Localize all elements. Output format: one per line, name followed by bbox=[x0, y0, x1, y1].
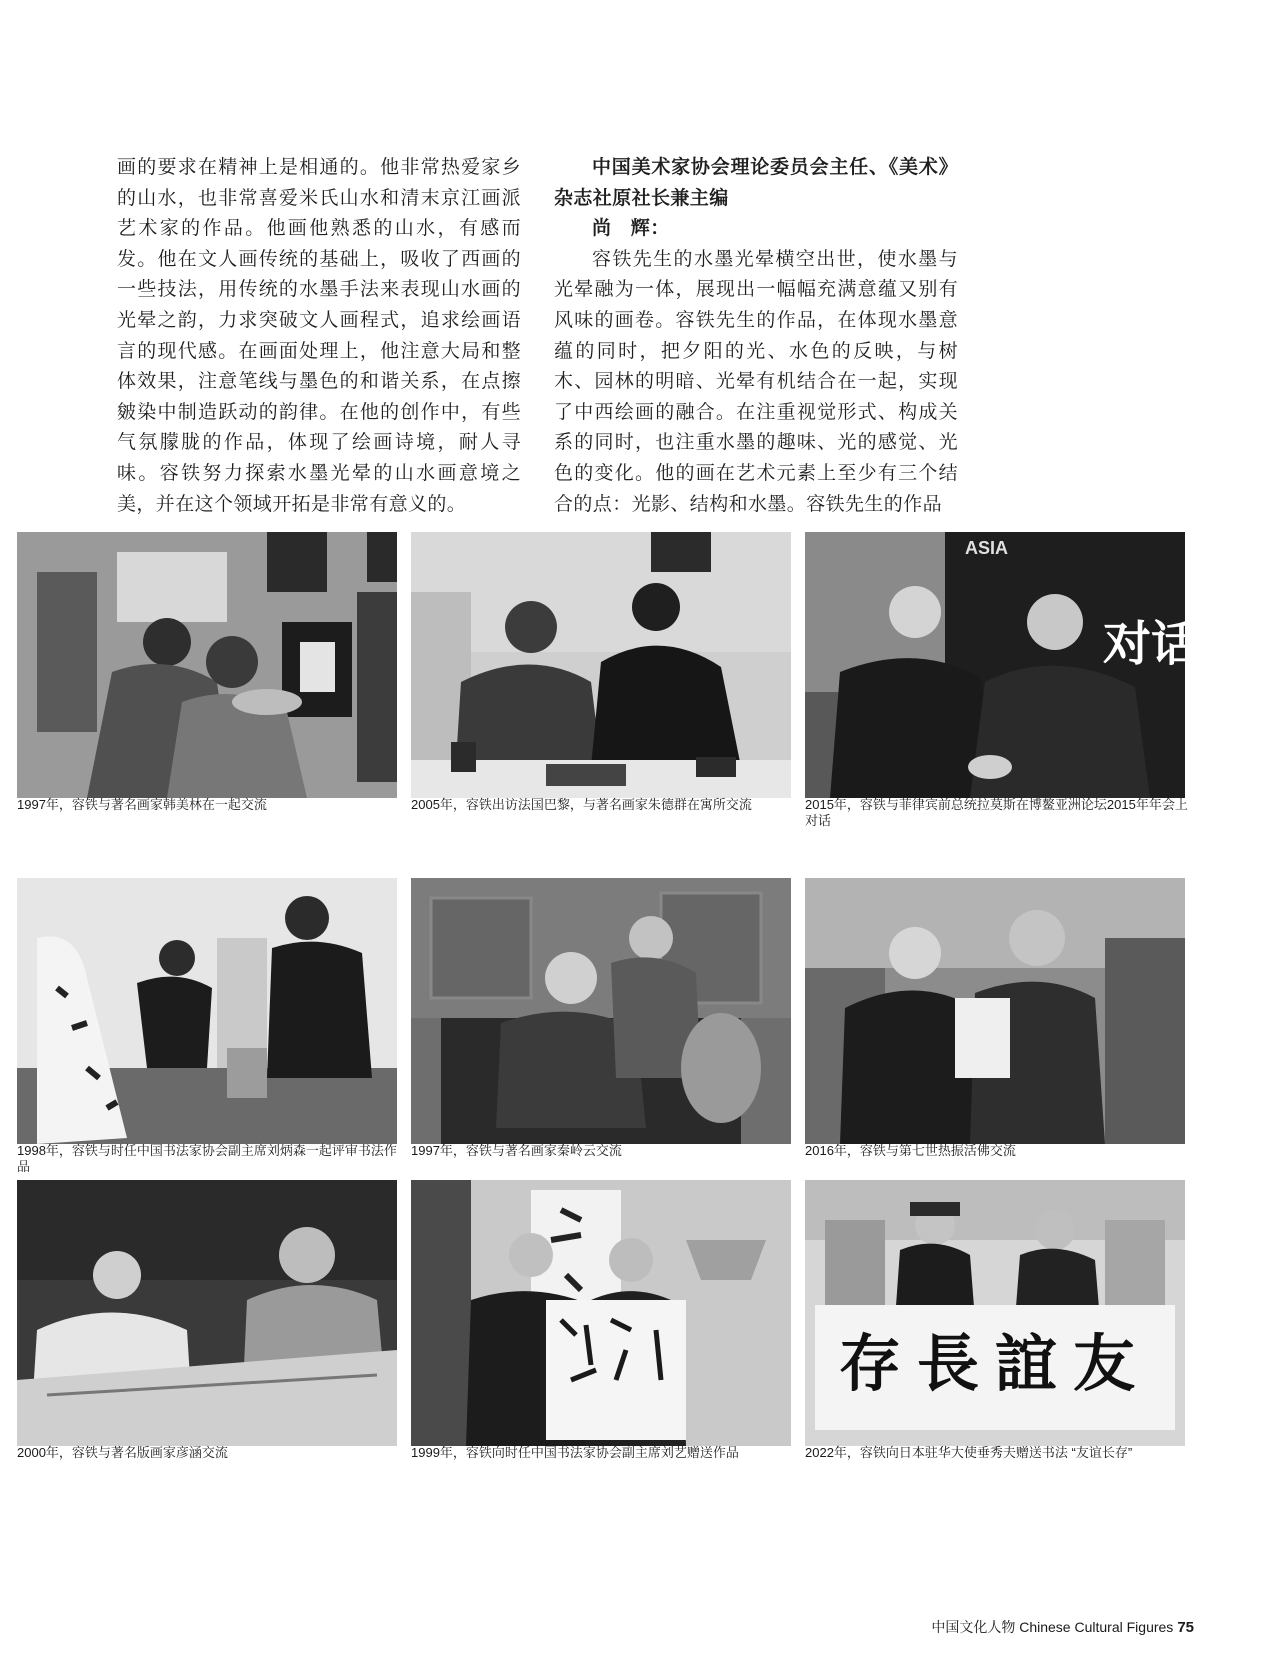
reviewer-title: 中国美术家协会理论委员会主任、《美术》杂志社原社长兼主编 bbox=[554, 156, 958, 209]
forum-sign-dialogue: 对话 bbox=[1103, 616, 1200, 672]
photo-caption: 1997年，容铁与著名画家韩美林在一起交流 bbox=[17, 797, 267, 812]
forum-sign-text: ASIA bbox=[965, 538, 1009, 558]
reviewer-name: 尚 辉： bbox=[592, 217, 670, 240]
banner-calligraphy: 存長誼友 bbox=[838, 1327, 1152, 1400]
photo-2000-yan-han bbox=[17, 1180, 397, 1446]
photo-caption: 2016年，容铁与第七世热振活佛交流 bbox=[805, 1143, 1016, 1158]
photo-2005-paris bbox=[411, 532, 791, 798]
magazine-name: 中国文化人物 Chinese Cultural Figures bbox=[931, 1619, 1174, 1635]
left-text-column bbox=[117, 152, 521, 519]
photo-1998-liu-bingsen bbox=[17, 878, 397, 1144]
photo-1999-liu-yi bbox=[411, 1180, 791, 1446]
photo-caption: 1999年，容铁向时任中国书法家协会副主席刘艺赠送作品 bbox=[411, 1445, 739, 1460]
photo-caption: 2005年，容铁出访法国巴黎，与著名画家朱德群在寓所交流 bbox=[411, 797, 752, 812]
page-footer bbox=[931, 1617, 1194, 1637]
photo-1997-han-meilin bbox=[17, 532, 397, 798]
photo-2015-boao bbox=[805, 532, 1200, 798]
photo-caption: 1997年，容铁与著名画家秦岭云交流 bbox=[411, 1143, 622, 1158]
photo-1997-qin-lingyun bbox=[411, 878, 791, 1144]
photo-caption: 2015年，容铁与菲律宾前总统拉莫斯在博鳌亚洲论坛2015年年会上对话 bbox=[805, 797, 1188, 828]
photo-caption: 1998年，容铁与时任中国书法家协会副主席刘炳森一起评审书法作品 bbox=[17, 1143, 397, 1174]
right-text-column bbox=[554, 152, 958, 519]
photo-2016-living-buddha bbox=[805, 878, 1185, 1144]
photo-2022-tarumi bbox=[805, 1180, 1185, 1446]
right-paragraph: 容铁先生的水墨光晕横空出世，使水墨与光晕融为一体，展现出一幅幅充满意蕴又别有风味的画卷。容铁先生的作品，在体现水墨意蕴的同时，把夕阳的光、水色的反映，与树木、园林的明暗、光晕有机结合在一起，实现了中西绘画的融合。在注重视觉形式、构成关系的同时，也注重水墨的趣味、光的感觉、光色的变化。他的画在艺术元素上至少有三个结合的点：光影、结构和水墨。容铁先生的作品 bbox=[554, 247, 958, 515]
photo-caption: 2022年，容铁向日本驻华大使垂秀夫赠送书法 “友谊长存” bbox=[805, 1445, 1133, 1460]
page-number: 75 bbox=[1177, 1619, 1194, 1636]
left-paragraph: 画的要求在精神上是相通的。他非常热爱家乡的山水，也非常喜爱米氏山水和清末京江画派艺术家的作品。他画他熟悉的山水，有感而发。他在文人画传统的基础上，吸收了西画的一些技法，用传统的水墨手法来表现山水画的光晕之韵，力求突破文人画程式，追求绘画语言的现代感。在画面处理上，他注意大局和整体效果，注意笔线与墨色的和谐关系，在点擦皴染中制造跃动的韵律。在他的创作中，有些气氛朦胧的作品，体现了绘画诗境，耐人寻味。容铁努力探索水墨光晕的山水画意境之美，并在这个领域开拓是非常有意义的。 bbox=[117, 156, 521, 515]
photo-caption: 2000年，容铁与著名版画家彦涵交流 bbox=[17, 1445, 228, 1460]
